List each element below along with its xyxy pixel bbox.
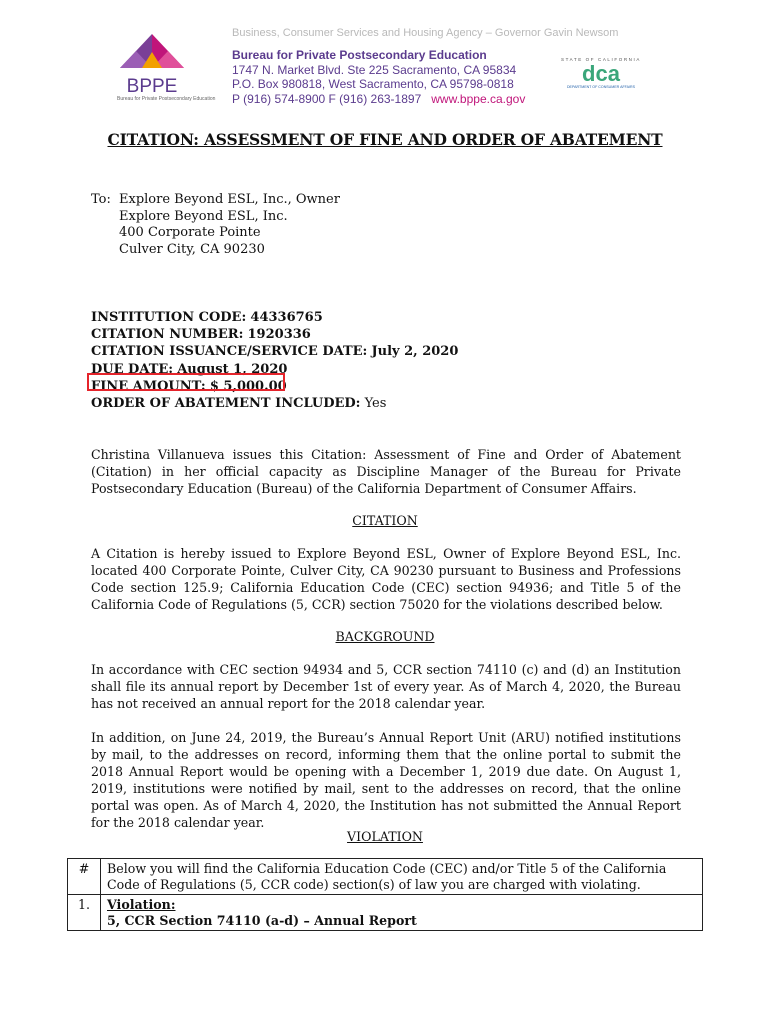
agency-line: Business, Consumer Services and Housing Agency – Governor Gavin Newsom	[232, 27, 619, 39]
background-heading: BACKGROUND	[335, 629, 435, 644]
citation-number-row	[91, 326, 458, 343]
citation-heading: CITATION	[352, 513, 418, 528]
abatement-value: Yes	[364, 396, 387, 412]
issuance-date-label: CITATION ISSUANCE/SERVICE DATE:	[91, 344, 368, 360]
bppe-logo-text: BPPE	[126, 76, 178, 97]
citation-info	[91, 309, 458, 412]
abatement-row	[91, 395, 458, 412]
address-line-2: P.O. Box 980818, West Sacramento, CA 95798-0818	[232, 77, 514, 91]
phone-line	[232, 92, 525, 107]
citation-number-value: 1920336	[247, 327, 311, 343]
fine-amount-label: FINE AMOUNT:	[91, 378, 206, 394]
abatement-label: ORDER OF ABATEMENT INCLUDED:	[91, 396, 361, 412]
institution-code-value: 44336765	[250, 310, 323, 325]
violation-table	[67, 858, 703, 931]
due-date-value: August 1, 2020	[177, 361, 288, 377]
violation-heading: VIOLATION	[347, 829, 423, 844]
document-title: CITATION: ASSESSMENT OF FINE AND ORDER OF ABATEMENT	[107, 130, 663, 149]
recipient-line: 400 Corporate Pointe	[119, 225, 261, 240]
violation-code: 5, CCR Section 74110 (a-d) – Annual Report	[107, 913, 417, 928]
institution-code-row	[91, 309, 458, 326]
institution-code-label: INSTITUTION CODE:	[91, 310, 247, 325]
phone-fax: P (916) 574-8900 F (916) 263-1897	[232, 91, 422, 106]
violation-label: Violation:	[107, 897, 176, 912]
background-paragraph-1: In accordance with CEC section 94934 and 5, CCR section 74110 (c) and (d) an Institution shall file its annual report by December 1st of every year. As of March 4, 2020, the Bureau has not received an annual report for the 2018 calendar year.	[91, 662, 681, 711]
table-header-row	[68, 859, 703, 895]
dca-dept-label: DEPARTMENT OF CONSUMER AFFAIRS	[566, 85, 636, 89]
fine-amount-highlight-box	[87, 373, 285, 391]
citation-number-label: CITATION NUMBER:	[91, 327, 244, 343]
bureau-name: Bureau for Private Postsecondary Education	[232, 48, 487, 62]
issuance-date-row	[91, 343, 458, 360]
bppe-logo	[110, 32, 194, 102]
bureau-contact	[232, 48, 525, 106]
logo-tagline: Bureau for Private Postsecondary Education	[117, 96, 216, 102]
col-desc-header: Below you will find the California Education Code (CEC) and/or Title 5 of the California Code of Regulations (5, CCR code) section(s) of law you are charged with violating.	[101, 859, 703, 895]
dca-logo	[556, 56, 646, 90]
violation-cell	[101, 895, 703, 931]
recipient-line: Explore Beyond ESL, Inc.	[119, 208, 288, 224]
recipient-line: Explore Beyond ESL, Inc., Owner	[119, 192, 340, 207]
dca-state-label: STATE OF CALIFORNIA	[561, 57, 641, 62]
dca-logo-text: dca	[582, 61, 620, 86]
due-date-label: DUE DATE:	[91, 361, 174, 377]
to-label: To:	[91, 192, 111, 207]
table-row	[68, 895, 703, 931]
issuance-date-value: July 2, 2020	[371, 344, 459, 360]
recipient-address	[119, 192, 340, 258]
website-link[interactable]: www.bppe.ca.gov	[431, 91, 526, 106]
recipient-line: Culver City, CA 90230	[119, 241, 265, 257]
col-num-header: #	[68, 859, 101, 895]
intro-paragraph: Christina Villanueva issues this Citation: Assessment of Fine and Order of Abatement (Citation) in her official capacity as Discipline Manager of the Bureau for Private Postsecondary Education (Bureau) of the California Department of Consumer Affairs.	[91, 447, 681, 496]
background-paragraph-2: In addition, on June 24, 2019, the Bureau’s Annual Report Unit (ARU) notified institutions by mail, to the addresses on record, informing them that the online portal to submit the 2018 Annual Report would be opening with a December 1, 2019 due date. On August 1, 2019, institutions were notified by mail, sent to the addresses on record, that the online portal was open. As of March 4, 2020, the Institution has not submitted the Annual Report for the 2018 calendar year.	[91, 730, 681, 830]
row-number: 1.	[68, 895, 101, 931]
fine-amount-value: $ 5,000.00	[209, 378, 287, 394]
address-line-1: 1747 N. Market Blvd. Ste 225 Sacramento, CA 95834	[232, 62, 517, 77]
citation-paragraph: A Citation is hereby issued to Explore Beyond ESL, Owner of Explore Beyond ESL, Inc. located 400 Corporate Pointe, Culver City, CA 90230 pursuant to Business and Professions Code section 125.9; California Education Code (CEC) section 94936; and Title 5 of the California Code of Regulations (5, CCR) section 75020 for the violations described below.	[91, 546, 681, 612]
